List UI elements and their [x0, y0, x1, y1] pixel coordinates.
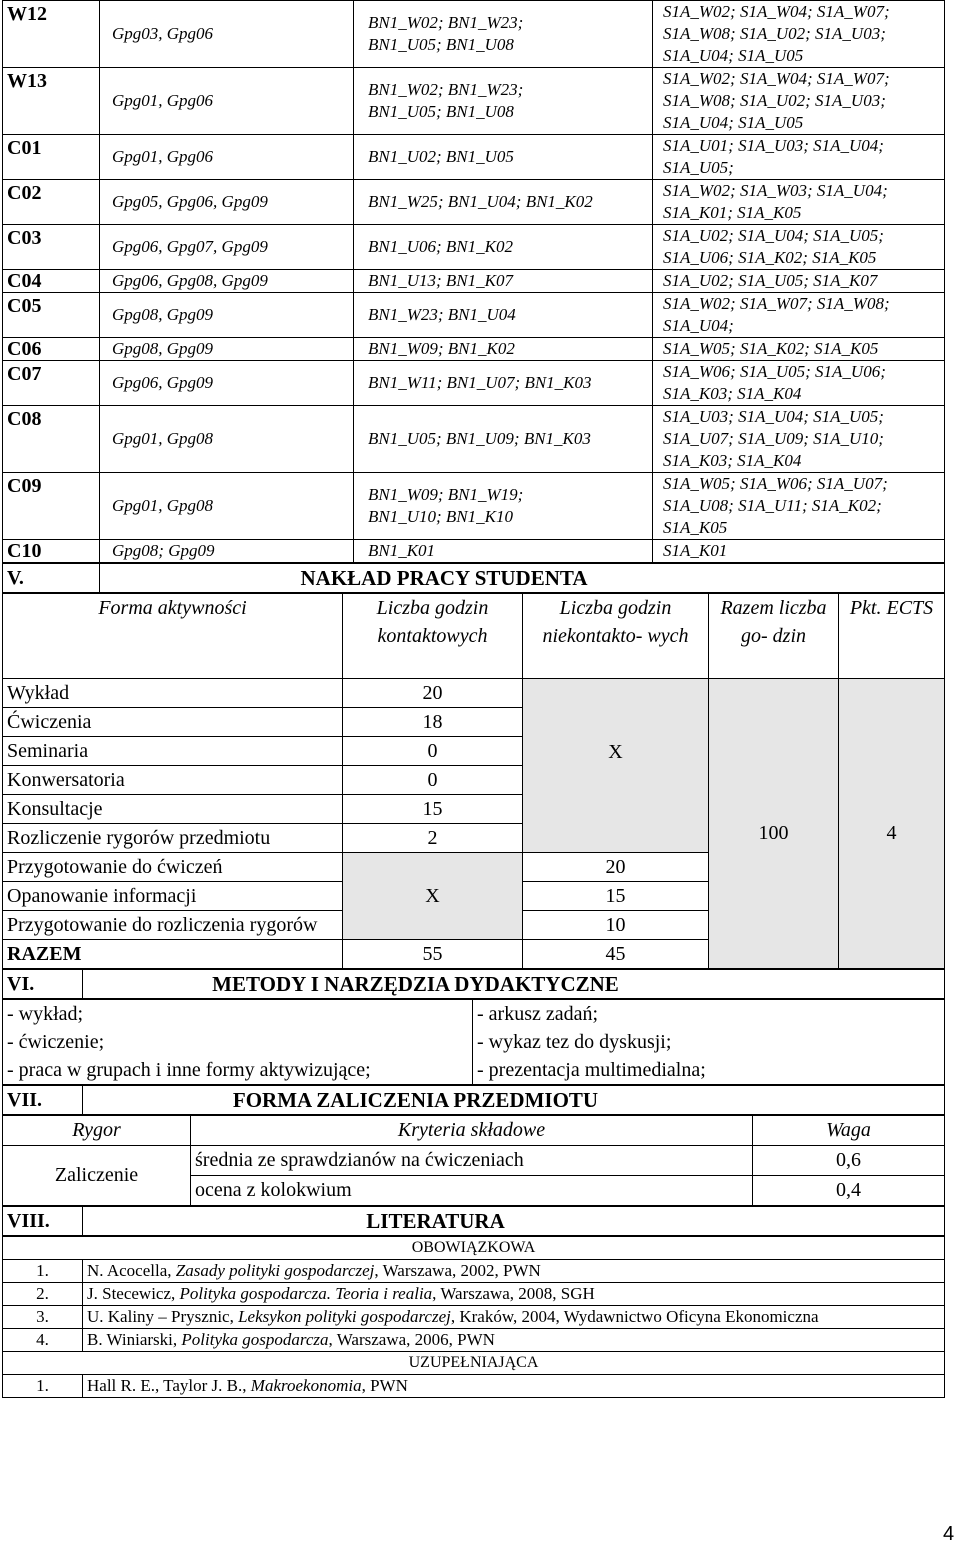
cell-line: - prezentacja multimedialna; — [477, 1059, 706, 1081]
cell-line: S1A_K03; S1A_K04 — [663, 451, 802, 470]
header-noncontact-hours: Liczba godzin niekontakto- wych — [523, 594, 709, 679]
document-page — [2, 0, 944, 1398]
s1a-cell — [653, 1, 945, 68]
item-title: Polityka gospodarcza. Teoria i realia — [179, 1284, 433, 1303]
cell-line: BN1_U06; BN1_K02 — [368, 237, 513, 256]
cell-line: S1A_U06; S1A_K02; S1A_K05 — [663, 248, 877, 267]
total-hours: 100 — [709, 679, 839, 969]
contact-x-mark: X — [343, 853, 523, 940]
bn-cell — [354, 135, 653, 180]
activity-label: Ćwiczenia — [3, 708, 343, 737]
effect-code: C05 — [3, 293, 100, 338]
cell-line: BN1_U10; BN1_K10 — [368, 507, 513, 526]
cell-line: BN1_U05; BN1_U09; BN1_K03 — [368, 429, 591, 448]
s1a-cell — [653, 225, 945, 270]
item-text — [83, 1306, 945, 1329]
effect-code: W12 — [3, 1, 100, 68]
mandatory-heading-row — [3, 1237, 945, 1260]
effect-code: C08 — [3, 406, 100, 473]
item-details: , Warszawa, 2008, SGH — [432, 1284, 595, 1303]
total-contact: 55 — [343, 940, 523, 969]
cell-line: S1A_W02; S1A_W03; S1A_U04; — [663, 181, 888, 200]
section-number: VI. — [3, 970, 83, 999]
cell-line: BN1_W09; BN1_W19; — [368, 485, 524, 504]
cell-line: - ćwiczenie; — [7, 1031, 105, 1053]
item-author: U. Kaliny – Prysznic, — [87, 1307, 239, 1326]
gpg-cell: Gpg05, Gpg06, Gpg09 — [100, 180, 354, 225]
section-vi-header — [2, 969, 945, 999]
item-details: , Warszawa, 2002, PWN — [374, 1261, 541, 1280]
literature-item — [3, 1306, 945, 1329]
cell-line: - arkusz zadań; — [477, 1003, 599, 1025]
effect-code: C07 — [3, 361, 100, 406]
item-details: , Kraków, 2004, Wydawnictwo Oficyna Ekonomiczna — [450, 1307, 819, 1326]
s1a-cell — [653, 406, 945, 473]
effect-code: C10 — [3, 540, 100, 563]
literature-item — [3, 1283, 945, 1306]
bn-cell — [354, 293, 653, 338]
item-author: B. Winiarski, — [87, 1330, 182, 1349]
noncontact-hours: 20 — [523, 853, 709, 882]
effect-code: C03 — [3, 225, 100, 270]
cell-line: S1A_U08; S1A_U11; S1A_K02; — [663, 496, 882, 515]
effects-row — [3, 361, 945, 406]
cell-line: S1A_U04; S1A_U05 — [663, 46, 804, 65]
effect-code: W13 — [3, 68, 100, 135]
item-title: Polityka gospodarcza — [181, 1330, 329, 1349]
header-contact-hours: Liczba godzin kontaktowych — [343, 594, 523, 679]
activity-label: Konsultacje — [3, 795, 343, 824]
cell-line: BN1_W09; BN1_K02 — [368, 339, 515, 358]
gpg-cell: Gpg06, Gpg08, Gpg09 — [100, 270, 354, 293]
item-title: Zasady polityki gospodarczej — [175, 1261, 375, 1280]
section-v-header — [2, 563, 945, 593]
gpg-cell: Gpg08, Gpg09 — [100, 293, 354, 338]
section-viii-header — [2, 1206, 945, 1236]
header-activity: Forma aktywności — [3, 594, 343, 679]
s1a-cell — [653, 68, 945, 135]
noncontact-hours: 15 — [523, 882, 709, 911]
weight-cell: 0,4 — [753, 1176, 945, 1206]
effects-row — [3, 540, 945, 563]
gpg-cell: Gpg01, Gpg08 — [100, 406, 354, 473]
cell-line: S1A_W08; S1A_U02; S1A_U03; — [663, 24, 886, 43]
literature-item — [3, 1260, 945, 1283]
gpg-cell: Gpg03, Gpg06 — [100, 1, 354, 68]
noncontact-x-mark: X — [523, 679, 709, 853]
criterion-cell: ocena z kolokwium — [191, 1176, 753, 1206]
cell-line: - praca w grupach i inne formy aktywizujące; — [7, 1059, 371, 1081]
effects-row — [3, 293, 945, 338]
gpg-cell: Gpg08; Gpg09 — [100, 540, 354, 563]
s1a-cell — [653, 270, 945, 293]
cell-line: S1A_K05 — [663, 518, 728, 537]
bn-cell — [354, 361, 653, 406]
section-number: VIII. — [3, 1207, 83, 1236]
gpg-cell: Gpg01, Gpg06 — [100, 135, 354, 180]
contact-hours: 0 — [343, 737, 523, 766]
cell-line: BN1_K01 — [368, 541, 436, 560]
bn-cell — [354, 473, 653, 540]
cell-line: S1A_K03; S1A_K04 — [663, 384, 802, 403]
header-rigor: Rygor — [3, 1116, 191, 1146]
workload-table — [2, 593, 945, 969]
effects-row — [3, 135, 945, 180]
methods-lecture-list — [3, 1000, 473, 1085]
cell-line: S1A_U04; — [663, 316, 734, 335]
cell-line: S1A_W02; S1A_W07; S1A_W08; — [663, 294, 890, 313]
item-number: 2. — [3, 1283, 83, 1306]
cell-line: S1A_W02; S1A_W04; S1A_W07; — [663, 69, 890, 88]
cell-line: BN1_W02; BN1_W23; — [368, 80, 524, 99]
cell-line: S1A_U05; — [663, 158, 734, 177]
contact-hours: 15 — [343, 795, 523, 824]
cell-line: BN1_U13; BN1_K07 — [368, 271, 513, 290]
contact-hours: 0 — [343, 766, 523, 795]
effect-code: C02 — [3, 180, 100, 225]
contact-hours: 18 — [343, 708, 523, 737]
s1a-cell — [653, 540, 945, 563]
effect-code: C09 — [3, 473, 100, 540]
total-label: RAZEM — [3, 940, 343, 969]
cell-line: S1A_W05; S1A_W06; S1A_U07; — [663, 474, 888, 493]
s1a-cell — [653, 135, 945, 180]
bn-cell — [354, 1, 653, 68]
header-ects: Pkt. ECTS — [839, 594, 945, 679]
effects-table — [2, 0, 945, 563]
page-number: 4 — [943, 1523, 955, 1545]
cell-line: S1A_K01; S1A_K05 — [663, 203, 802, 222]
cell-line: BN1_W11; BN1_U07; BN1_K03 — [368, 373, 592, 392]
criterion-cell: średnia ze sprawdzianów na ćwiczeniach — [191, 1146, 753, 1176]
section-title: LITERATURA — [83, 1207, 945, 1236]
literature-item — [3, 1375, 945, 1398]
effects-row — [3, 225, 945, 270]
literature-item — [3, 1329, 945, 1352]
cell-line: S1A_W02; S1A_W04; S1A_W07; — [663, 2, 890, 21]
literature-subheading: UZUPEŁNIAJĄCA — [3, 1352, 945, 1375]
effects-row — [3, 68, 945, 135]
s1a-cell — [653, 473, 945, 540]
item-title: Leksykon polityki gospodarczej — [238, 1307, 451, 1326]
literature-subheading: OBOWIĄZKOWA — [3, 1237, 945, 1260]
cell-line: S1A_K01 — [663, 541, 728, 560]
total-noncontact: 45 — [523, 940, 709, 969]
cell-line: - wykaz tez do dyskusji; — [477, 1031, 672, 1053]
cell-line: S1A_U02; S1A_U04; S1A_U05; — [663, 226, 884, 245]
section-number: V. — [3, 564, 100, 593]
item-author: N. Acocella, — [87, 1261, 176, 1280]
methods-tools-list — [473, 1000, 945, 1085]
assessment-table — [2, 1115, 945, 1206]
cell-line: BN1_W25; BN1_U04; BN1_K02 — [368, 192, 593, 211]
header-total-hours: Razem liczba go- dzin — [709, 594, 839, 679]
gpg-cell: Gpg01, Gpg08 — [100, 473, 354, 540]
item-title: Makroekonomia — [250, 1376, 362, 1395]
effects-row — [3, 270, 945, 293]
s1a-cell — [653, 293, 945, 338]
bn-cell — [354, 540, 653, 563]
effect-code: C04 — [3, 270, 100, 293]
effects-row — [3, 406, 945, 473]
item-author: J. Stecewicz, — [87, 1284, 180, 1303]
effect-code: C06 — [3, 338, 100, 361]
bn-cell — [354, 406, 653, 473]
item-text — [83, 1329, 945, 1352]
effects-row — [3, 180, 945, 225]
cell-line: S1A_U04; S1A_U05 — [663, 113, 804, 132]
cell-line: S1A_U02; S1A_U05; S1A_K07 — [663, 271, 878, 290]
cell-line: S1A_U03; S1A_U04; S1A_U05; — [663, 407, 884, 426]
workload-row — [3, 679, 945, 708]
ects-points: 4 — [839, 679, 945, 969]
cell-line: BN1_U02; BN1_U05 — [368, 147, 514, 166]
item-details: , PWN — [361, 1376, 408, 1395]
section-title: METODY I NARZĘDZIA DYDAKTYCZNE — [83, 970, 945, 999]
contact-hours: 20 — [343, 679, 523, 708]
effect-code: C01 — [3, 135, 100, 180]
supplementary-heading-row — [3, 1352, 945, 1375]
item-number: 1. — [3, 1375, 83, 1398]
cell-line: S1A_U01; S1A_U03; S1A_U04; — [663, 136, 884, 155]
cell-line: BN1_U05; BN1_U08 — [368, 35, 514, 54]
cell-line: S1A_U07; S1A_U09; S1A_U10; — [663, 429, 884, 448]
s1a-cell — [653, 338, 945, 361]
activity-label: Przygotowanie do ćwiczeń — [3, 853, 343, 882]
section-title: NAKŁAD PRACY STUDENTA — [100, 564, 945, 593]
header-weight: Waga — [753, 1116, 945, 1146]
cell-line: - wykład; — [7, 1003, 84, 1025]
activity-label: Rozliczenie rygorów przedmiotu — [3, 824, 343, 853]
cell-line: S1A_W08; S1A_U02; S1A_U03; — [663, 91, 886, 110]
bn-cell — [354, 338, 653, 361]
activity-label: Wykład — [3, 679, 343, 708]
gpg-cell: Gpg08, Gpg09 — [100, 338, 354, 361]
section-number: VII. — [3, 1086, 83, 1115]
weight-cell: 0,6 — [753, 1146, 945, 1176]
rigor-cell: Zaliczenie — [3, 1146, 191, 1206]
activity-label: Przygotowanie do rozliczenia rygorów — [3, 911, 343, 940]
item-author: Hall R. E., Taylor J. B., — [87, 1376, 251, 1395]
effects-row — [3, 473, 945, 540]
s1a-cell — [653, 361, 945, 406]
s1a-cell — [653, 180, 945, 225]
cell-line: BN1_W23; BN1_U04 — [368, 305, 516, 324]
gpg-cell: Gpg06, Gpg09 — [100, 361, 354, 406]
contact-hours: 2 — [343, 824, 523, 853]
item-details: , Warszawa, 2006, PWN — [328, 1330, 495, 1349]
item-number: 3. — [3, 1306, 83, 1329]
section-title: FORMA ZALICZENIA PRZEDMIOTU — [83, 1086, 945, 1115]
noncontact-hours: 10 — [523, 911, 709, 940]
bn-cell — [354, 270, 653, 293]
gpg-cell: Gpg01, Gpg06 — [100, 68, 354, 135]
bn-cell — [354, 68, 653, 135]
cell-line: S1A_W06; S1A_U05; S1A_U06; — [663, 362, 886, 381]
cell-line: S1A_W05; S1A_K02; S1A_K05 — [663, 339, 879, 358]
item-number: 1. — [3, 1260, 83, 1283]
effects-row — [3, 1, 945, 68]
header-criteria: Kryteria składowe — [191, 1116, 753, 1146]
activity-label: Opanowanie informacji — [3, 882, 343, 911]
item-number: 4. — [3, 1329, 83, 1352]
item-text — [83, 1260, 945, 1283]
item-text — [83, 1375, 945, 1398]
cell-line: BN1_W02; BN1_W23; — [368, 13, 524, 32]
bn-cell — [354, 180, 653, 225]
gpg-cell: Gpg06, Gpg07, Gpg09 — [100, 225, 354, 270]
bn-cell — [354, 225, 653, 270]
literature-table — [2, 1236, 945, 1398]
item-text — [83, 1283, 945, 1306]
section-vii-header — [2, 1085, 945, 1115]
cell-line: BN1_U05; BN1_U08 — [368, 102, 514, 121]
methods-table — [2, 999, 945, 1085]
activity-label: Konwersatoria — [3, 766, 343, 795]
effects-row — [3, 338, 945, 361]
activity-label: Seminaria — [3, 737, 343, 766]
